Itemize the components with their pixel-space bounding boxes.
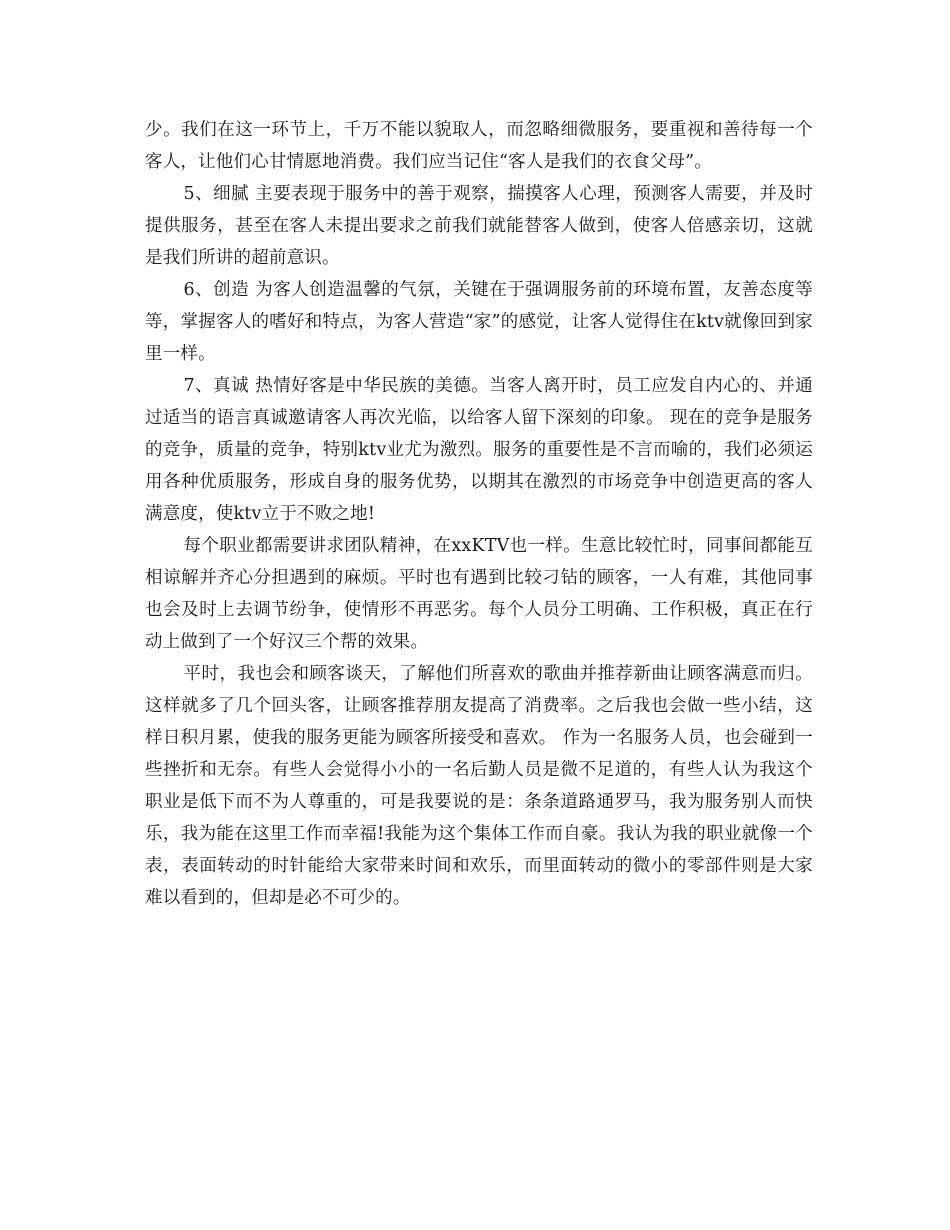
paragraph-6: 平时，我也会和顾客谈天，了解他们所喜欢的歌曲并推荐新曲让顾客满意而归。这样就多了几个回头客，让顾客推荐朋友提高了消费率。之后我也会做一些小结，这样日积月累，使我的服务更能为顾客所接受和喜欢。 作为一名服务人员，也会碰到一些挫折和无奈。有些人会觉得小小的一名后勤人员是微不足道的，有些人认为我这个职业是低下而不为人尊重的，可是我要说的是：条条道路通罗马，我为服务别人而快乐，我为能在这里工作而幸福!我能为这个集体工作而自豪。我认为我的职业就像一个表，表面转动的时针能给大家带来时间和欢乐，而里面转动的微小的零部件则是大家难以看到的，但却是必不可少的。 — [145, 664, 813, 908]
paragraph-3: 6、创造 为客人创造温馨的气氛，关键在于强调服务前的环境布置，友善态度等等，掌握客人的嗜好和特点，为客人营造“家”的感觉，让客人觉得住在ktv就像回到家里一样。 — [145, 280, 813, 364]
paragraph-5: 每个职业都需要讲求团队精神，在xxKTV也一样。生意比较忙时，同事间都能互相谅解并齐心分担遇到的麻烦。平时也有遇到比较刁钻的顾客，一人有难，其他同事也会及时上去调节纷争，使情形不再恶劣。每个人员分工明确、工作积极，真正在行动上做到了一个好汉三个帮的效果。 — [145, 536, 813, 652]
paragraph-4: 7、真诚 热情好客是中华民族的美德。当客人离开时，员工应发自内心的、并通过适当的语言真诚邀请客人再次光临，以给客人留下深刻的印象。 现在的竞争是服务的竞争，质量的竞争，特别ktv业尤为激烈。服务的重要性是不言而喻的，我们必须运用各种优质服务，形成自身的服务优势，以期其在激烈的市场竞争中创造更高的客人满意度，使ktv立于不败之地! — [145, 376, 813, 524]
paragraph-1: 少。我们在这一环节上，千万不能以貌取人，而忽略细微服务，要重视和善待每一个客人，让他们心甘情愿地消费。我们应当记住“客人是我们的衣食父母”。 — [145, 120, 813, 172]
document-body — [145, 114, 813, 914]
paragraph-2: 5、细腻 主要表现于服务中的善于观察，揣摸客人心理，预测客人需要，并及时提供服务，甚至在客人未提出要求之前我们就能替客人做到，使客人倍感亲切，这就是我们所讲的超前意识。 — [145, 184, 813, 268]
